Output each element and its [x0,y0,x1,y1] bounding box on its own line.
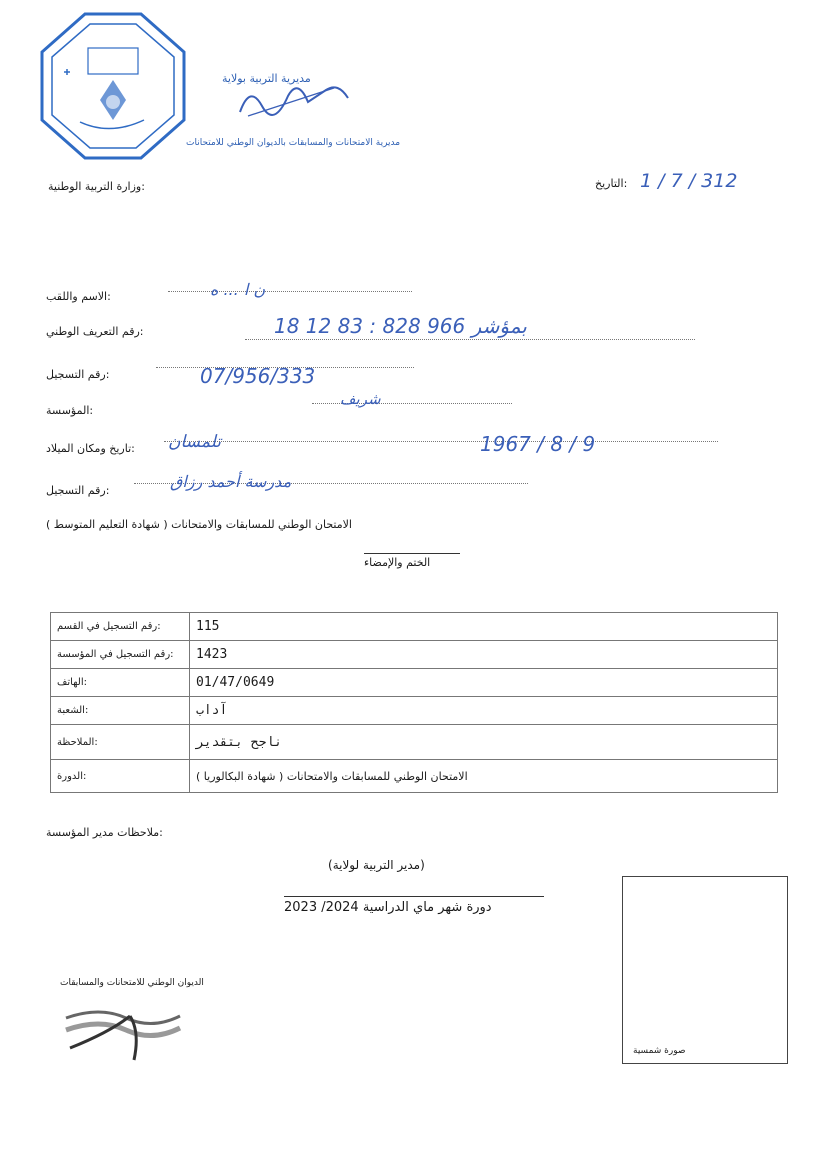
stamp-text: الختم والإمضاء [364,556,431,569]
reg-label: رقم التسجيل: [46,368,110,381]
id-dots [245,338,695,340]
table-row [51,697,778,725]
date-label: التاريخ: [595,177,628,190]
table-label: رقم التسجيل في القسم: [51,613,190,641]
table-value: 01/47/0649 [190,669,778,697]
official-seal [40,12,186,160]
photo-box [622,876,788,1064]
table-label: الشعبة: [51,697,190,725]
table-row [51,725,778,760]
table-value: 115 [190,613,778,641]
ministry-header: وزارة التربية الوطنية: [48,180,145,193]
photo-label: صورة شمسية [633,1046,686,1056]
birth-label: تاريخ ومكان الميلاد: [46,442,135,455]
signature [222,70,362,120]
logo-text: الديوان الوطني للامتحانات والمسابقات [60,978,204,988]
ref-value: مدرسة أحمد رزاق [170,472,292,491]
table-value: ناجح بتقدير [190,725,778,760]
birth-place: تلمسان [168,432,222,452]
id-value: 18 12 83 : بمؤشر 966 828 [274,314,527,338]
table-value: ( شهادة البكالوريا ) الامتحان الوطني للمسابقات والامتحانات [190,760,778,793]
table-label: الدورة: [51,760,190,793]
school-label: المؤسسة: [46,404,94,417]
table-label: رقم التسجيل في المؤسسة: [51,641,190,669]
department-line: مديرية التربية بولاية [222,72,311,85]
birth-dots [164,440,718,442]
table-value: آداب [190,697,778,725]
table-row [51,613,778,641]
stamp-rule [364,553,460,554]
table-row [51,641,778,669]
ref-label: رقم التسجيل: [46,484,110,497]
session-rule [284,896,544,897]
date-value: 1 / 7 / 312 [640,170,738,192]
issuer-line: مديرية الامتحانات والمسابقات بالديوان الوطني للامتحانات [186,138,401,148]
signature-label: ملاحظات مدير المؤسسة: [46,826,163,839]
name-value: ن ا ... ه [210,280,266,299]
director-title: (مدير التربية لولاية) [328,858,425,872]
table-row [51,669,778,697]
school-value: شريف [340,390,381,408]
exam-label: ( شهادة التعليم المتوسط ) الامتحان الوطني للمسابقات والامتحانات [46,518,352,531]
name-label: الاسم واللقب: [46,290,111,303]
table-row [51,760,778,793]
birth-date: 1967 / 8 / 9 [480,432,596,456]
id-label: رقم التعريف الوطني: [46,325,144,338]
info-table [50,612,778,793]
table-label: الملاحظة: [51,725,190,760]
session-text: 2023 /2024 دورة شهر ماي الدراسية [284,900,492,915]
reg-value: 07/956/333 [200,364,316,388]
office-logo-icon [60,976,186,1066]
table-label: الهاتف: [51,669,190,697]
table-value: 1423 [190,641,778,669]
name-dots [168,290,412,292]
